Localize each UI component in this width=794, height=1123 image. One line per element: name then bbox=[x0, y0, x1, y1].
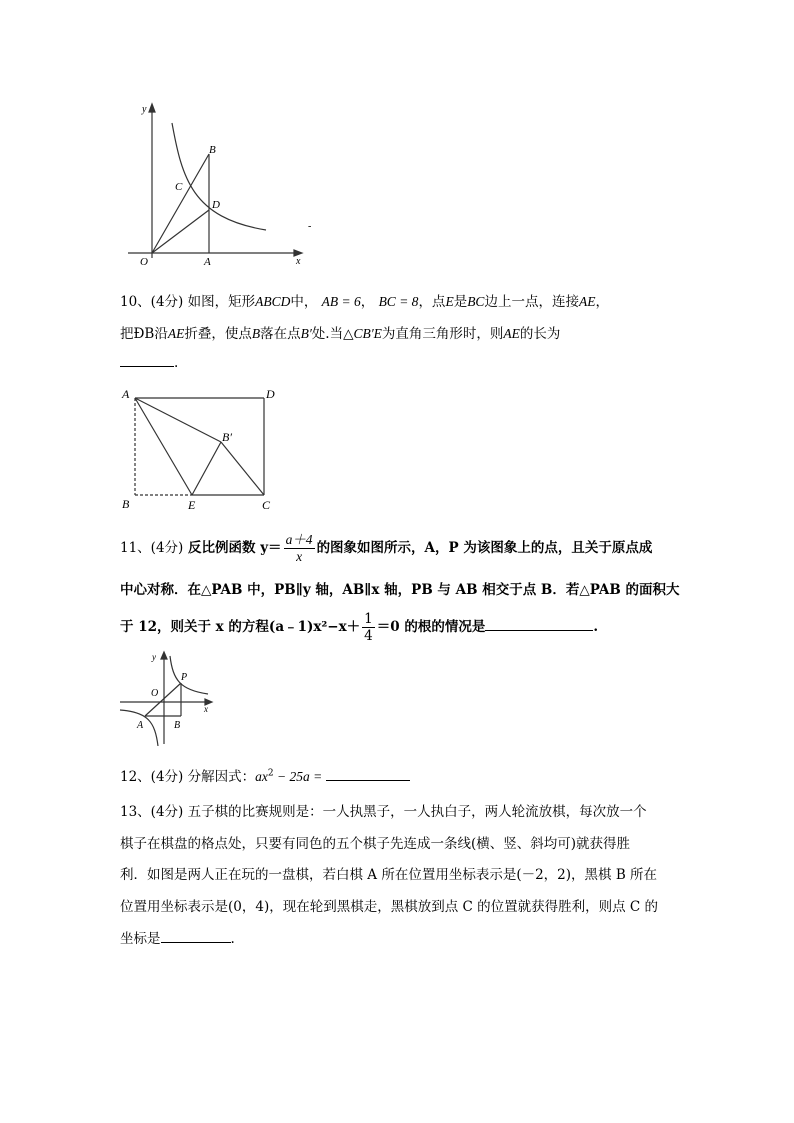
q10-line2: 把ÐB沿AE折叠，使点B落在点B′处.当△CB′E为直角三角形时，则AE的长为 bbox=[120, 326, 561, 342]
label-d: D bbox=[266, 387, 275, 401]
q10-answer-blank[interactable] bbox=[120, 354, 174, 367]
q11-number: 11、(4分) bbox=[120, 540, 184, 556]
y-axis-arrow bbox=[149, 104, 155, 112]
label-x: x bbox=[204, 704, 208, 714]
label-o: O bbox=[151, 688, 159, 699]
label-d: D bbox=[212, 199, 220, 211]
label-b: B bbox=[174, 720, 181, 731]
label-c: C bbox=[175, 181, 183, 193]
label-e: E bbox=[188, 498, 196, 512]
y-axis-arrow bbox=[161, 652, 167, 659]
label-y: y bbox=[152, 652, 156, 662]
q11-answer-blank[interactable] bbox=[485, 618, 593, 631]
q13-line4: 位置用坐标表示是(0，4)，现在轮到黑棋走，黑棋放到点 C 的位置就获得胜利，则点 C 的 bbox=[120, 899, 659, 915]
label-b-prime: B′ bbox=[222, 430, 232, 444]
label-a: A bbox=[122, 387, 130, 401]
label-b: B bbox=[209, 144, 216, 156]
label-o: O bbox=[140, 256, 148, 268]
q12-answer-blank[interactable] bbox=[326, 768, 410, 781]
label-a: A bbox=[204, 256, 211, 268]
q11-line1: 11、(4分) 反比例函数 y＝ $\frac{a+4}{x}$ 的图象如图所示，A，P 为该图象上的点，且关于原点成 bbox=[120, 532, 653, 564]
segment-ob bbox=[152, 154, 209, 253]
stray-mark: - bbox=[308, 221, 312, 232]
segment-od bbox=[152, 210, 209, 253]
q11-fraction-quarter: $\frac{1}{4}$ bbox=[364, 611, 373, 644]
label-a: A bbox=[137, 720, 144, 731]
q10-line1: 10、(4分) 如图，矩形ABCD中， AB = 6， BC = 8，点E是BC边上一点，连接AE， bbox=[120, 294, 609, 310]
q11-fraction: $\frac{a+4}{x}$ bbox=[285, 532, 313, 564]
q13-line2: 棋子在棋盘的格点处，只要有同色的五个棋子先连成一条线(横、竖、斜均可)就获得胜 bbox=[120, 836, 631, 852]
q10-number: 10、(4分) bbox=[120, 294, 184, 310]
q11-line2: 中心对称．在△PAB 中，PB∥y 轴，AB∥x 轴，PB 与 AB 相交于点 B．若△PAB 的面积大 bbox=[120, 582, 680, 598]
q13-line3: 利．如图是两人正在玩的一盘棋，若白棋 A 所在位置用坐标表示是(－2，2)，黑棋 B 所在 bbox=[120, 867, 658, 883]
q12-line: 12、(4分) 分解因式：$ax^2 - 25a$ = bbox=[120, 765, 410, 785]
q13-line5: 坐标是 . bbox=[120, 931, 235, 947]
hyperbola-curve bbox=[172, 123, 266, 230]
q12-number: 12、(4分) bbox=[120, 769, 184, 785]
label-p: P bbox=[181, 672, 188, 683]
label-c: C bbox=[262, 498, 271, 512]
q13-answer-blank[interactable] bbox=[161, 930, 231, 943]
label-y: y bbox=[142, 104, 147, 115]
q13-number: 13、(4分) bbox=[120, 804, 184, 820]
figure-hyperbola-triangle bbox=[120, 98, 320, 270]
segment-b-prime-c bbox=[221, 442, 264, 495]
segment-b-prime-e bbox=[192, 442, 221, 495]
figure-rectangle-fold bbox=[118, 384, 284, 514]
q10-line3: . bbox=[120, 354, 178, 371]
q13-line1: 13、(4分) 五子棋的比赛规则是：一人执黑子，一人执白子，两人轮流放棋，每次放一个 bbox=[120, 804, 647, 820]
figure-inverse-function bbox=[118, 650, 218, 746]
label-b: B bbox=[122, 497, 130, 511]
label-x: x bbox=[296, 256, 301, 267]
q11-line3: 于 12，则关于 x 的方程(a﹣1)x²−x＋ $\frac{1}{4}$ ＝0 的根的情况是 . bbox=[120, 611, 599, 644]
